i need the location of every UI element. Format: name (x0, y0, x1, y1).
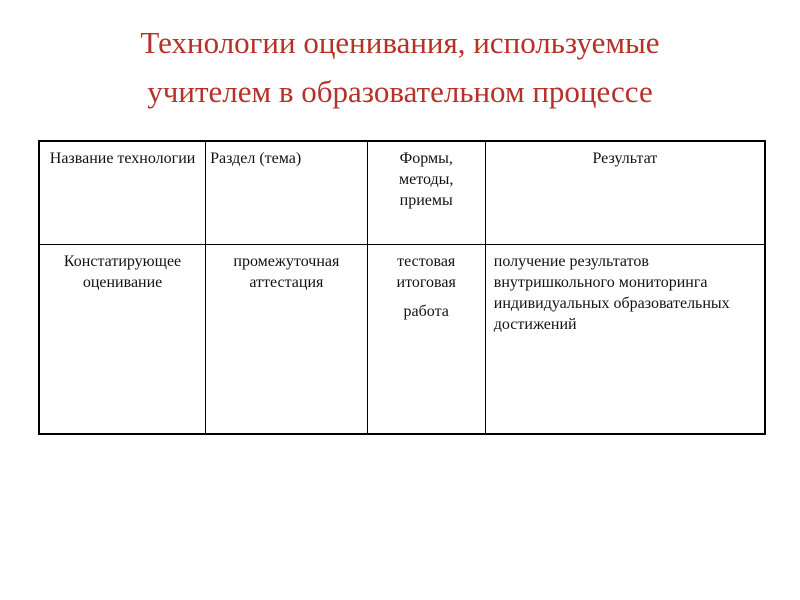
slide-title (0, 18, 800, 116)
assessment-technologies-table (38, 140, 766, 435)
cell-result: получение результатов внутришкольного мониторинга индивидуальных образовательных достижений (485, 245, 765, 435)
cell-forms-line-2: итоговая (396, 274, 456, 291)
header-result: Результат (485, 141, 765, 245)
cell-forms-line-1: тестовая (397, 253, 456, 270)
header-forms-methods: Формы, методы, приемы (367, 141, 485, 245)
slide-title-line-1: Технологии оценивания, используемые (140, 25, 660, 60)
cell-section-topic: промежуточная аттестация (206, 245, 368, 435)
cell-forms-line-3: работа (403, 303, 449, 320)
table-header-row (39, 141, 765, 245)
header-technology-name: Название технологии (39, 141, 206, 245)
header-section-topic: Раздел (тема) (206, 141, 368, 245)
cell-forms-methods (367, 245, 485, 435)
cell-technology-name: Констатирующее оценивание (39, 245, 206, 435)
slide-title-line-2: учителем в образовательном процессе (147, 74, 653, 109)
table-row (39, 245, 765, 435)
